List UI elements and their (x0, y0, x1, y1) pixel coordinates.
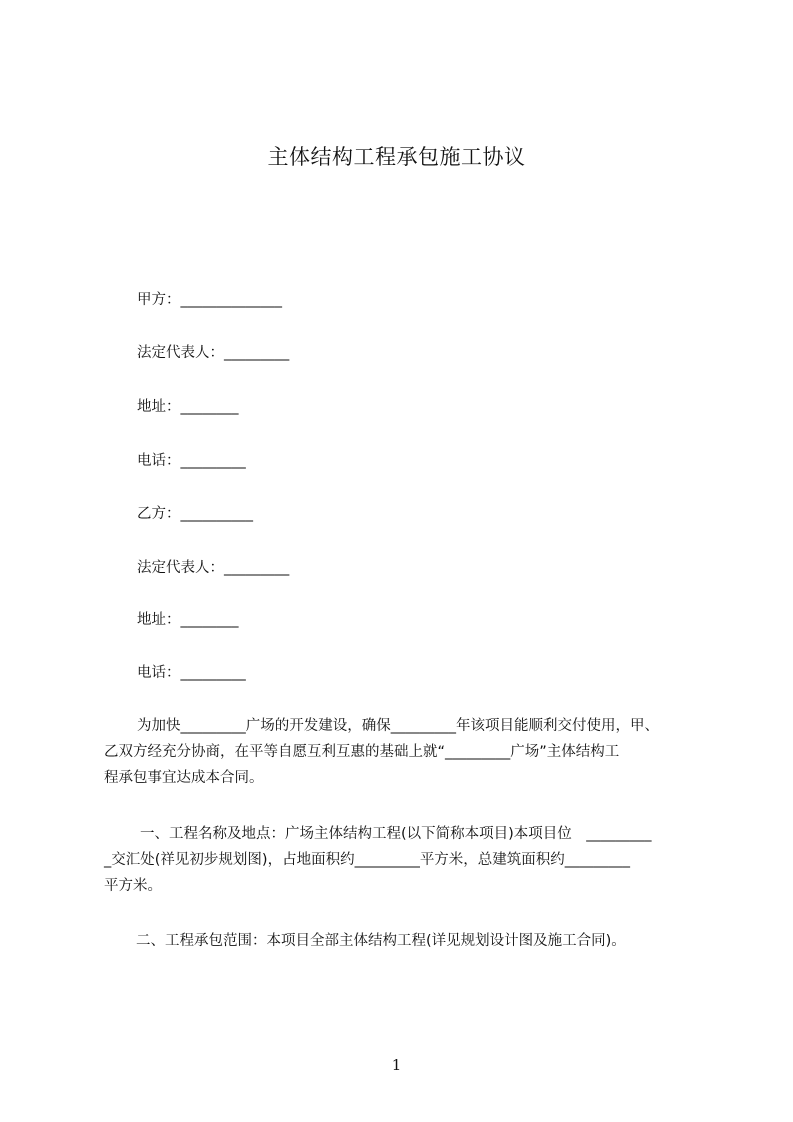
party-b-representative-field: 法定代表人：_________ (137, 560, 290, 576)
clause-1-line: _交汇处(祥见初步规划图)，占地面积约_________平方米，总建筑面积约_________ (104, 852, 631, 868)
party-a-field: 甲方：______________ (137, 292, 282, 308)
party-b-field: 乙方：__________ (137, 506, 253, 522)
preamble-paragraph (104, 713, 704, 791)
party-b-address-field: 地址：________ (137, 612, 239, 628)
clause-1-paragraph (104, 821, 704, 899)
document-title: 主体结构工程承包施工协议 (267, 145, 526, 169)
clause-2-paragraph (104, 928, 704, 954)
preamble-line: 为加快_________广场的开发建设，确保_________年该项目能顺利交付使用，甲、 (137, 718, 659, 734)
clause-1-line: 平方米。 (104, 878, 162, 894)
clause-2-line: 二、工程承包范围：本项目全部主体结构工程(详见规划设计图及施工合同)。 (136, 933, 626, 949)
party-a-representative-field: 法定代表人：_________ (137, 345, 290, 361)
preamble-line: 程承包事宜达成本合同。 (104, 770, 264, 786)
party-a-address-field: 地址：________ (137, 399, 239, 415)
clause-1-line: 一、工程名称及地点：广场主体结构工程(以下简称本项目)本项目位 _________ (140, 826, 652, 842)
page-number: 1 (391, 1056, 402, 1074)
preamble-line: 乙双方经充分协商，在平等自愿互利互惠的基础上就“_________广场”主体结构工 (104, 744, 620, 760)
party-b-phone-field: 电话：_________ (137, 665, 246, 681)
party-a-phone-field: 电话：_________ (137, 453, 246, 469)
